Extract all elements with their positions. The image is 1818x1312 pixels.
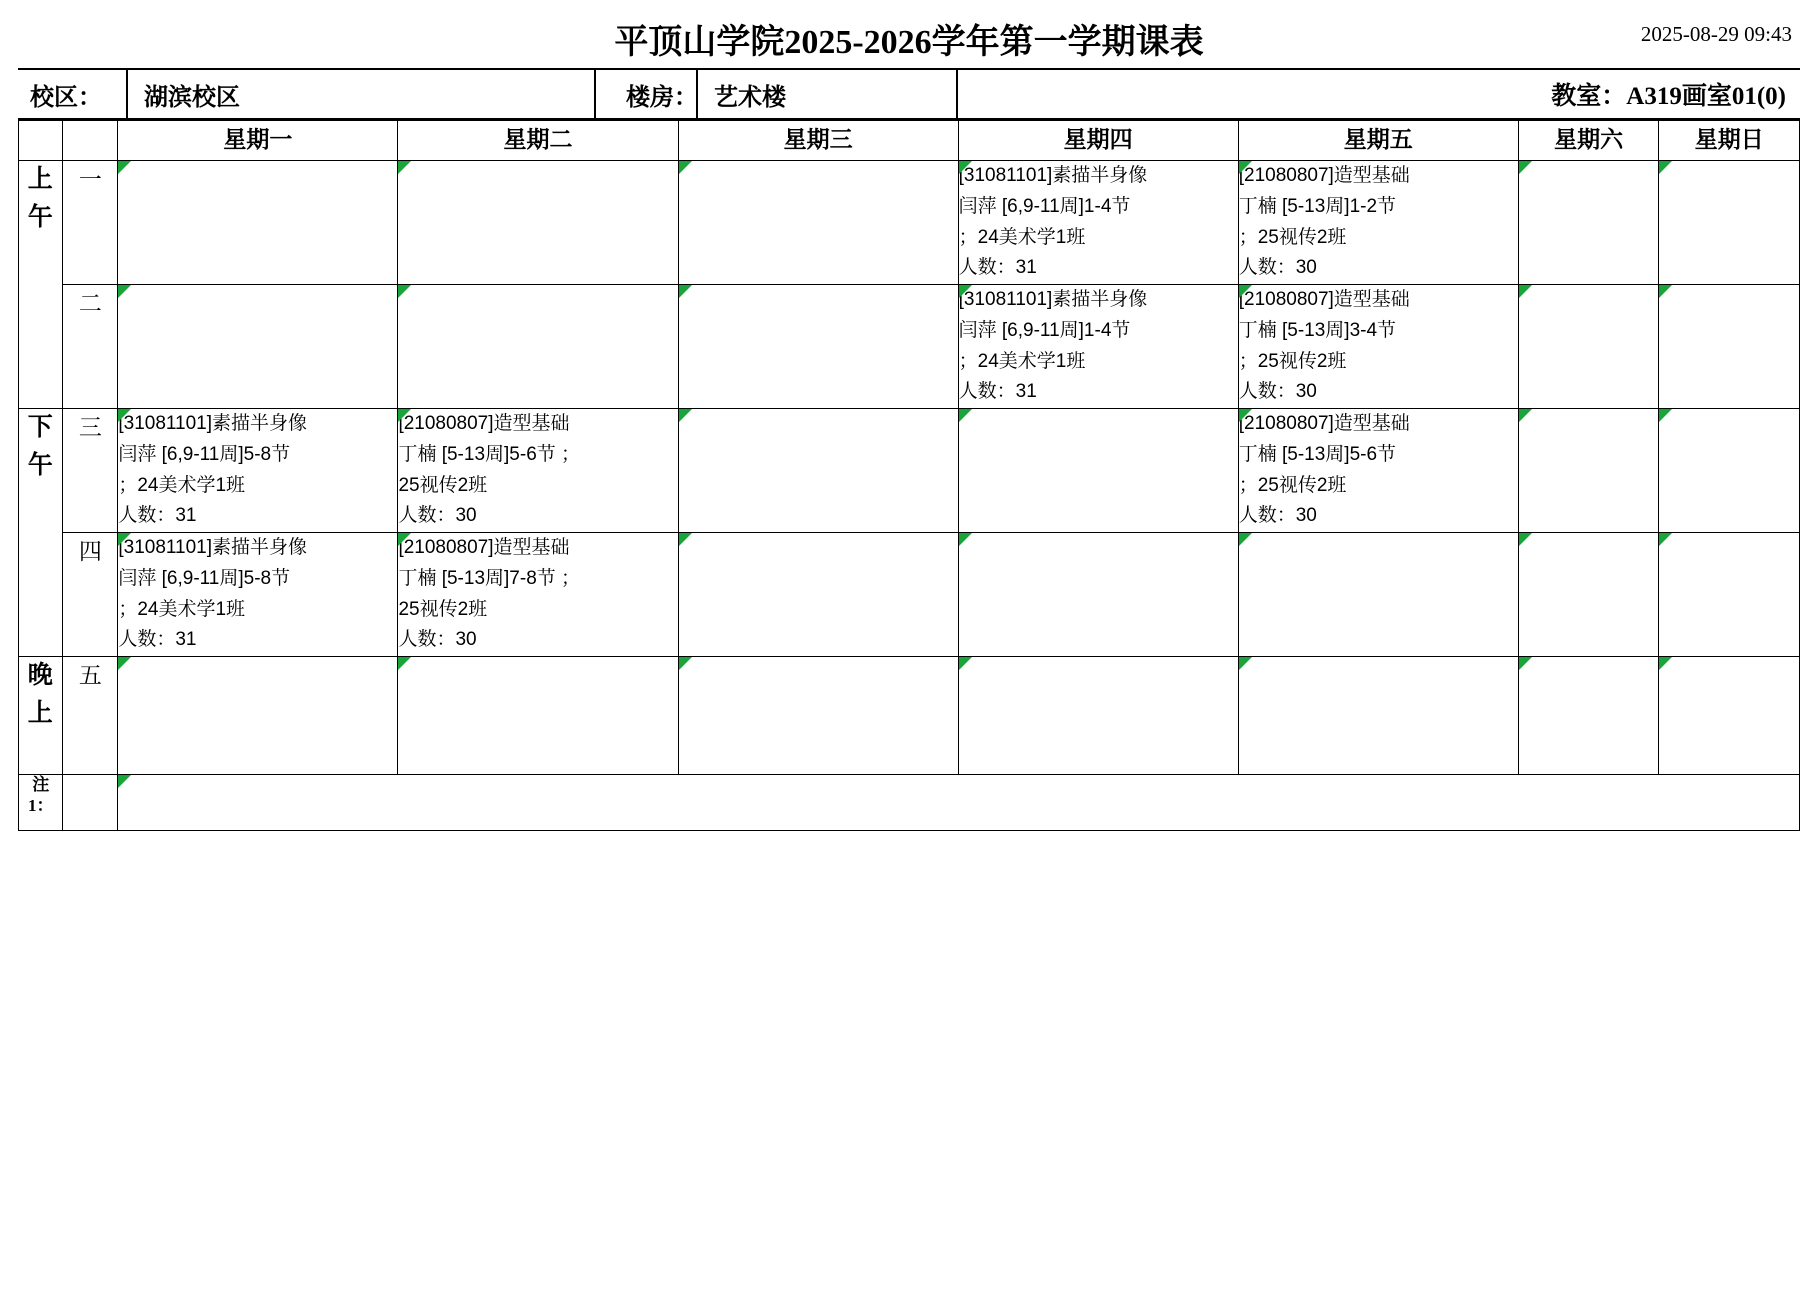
- course-entry: [398, 409, 677, 532]
- cell-p1-saturday[interactable]: [1518, 161, 1659, 285]
- cell-p5-thursday[interactable]: [958, 657, 1238, 775]
- cell-p1-tuesday[interactable]: [398, 161, 678, 285]
- course-teacher-weeks: 闫萍 [6,9-11周]1-4节: [958, 195, 1131, 217]
- course-teacher-weeks: 闫萍 [6,9-11周]5-8节: [118, 443, 291, 465]
- day-header-monday: 星期一: [118, 121, 398, 161]
- building-value: 艺术楼: [696, 70, 958, 118]
- course-entry: [1239, 161, 1518, 284]
- course-class: ；24美术学1班: [118, 474, 246, 496]
- campus-value: 湖滨校区: [126, 70, 596, 118]
- cell-p4-sunday[interactable]: [1659, 533, 1800, 657]
- note-label-line2: 1：: [27, 795, 54, 815]
- course-entry: [1239, 285, 1518, 408]
- cell-p5-wednesday[interactable]: [678, 657, 958, 775]
- section-evening: [19, 657, 63, 775]
- course-teacher-weeks: 丁楠 [5-13周]7-8节 ；: [398, 567, 581, 589]
- cell-p3-tuesday[interactable]: [398, 409, 678, 533]
- course-entry: [118, 409, 397, 532]
- course-name: [31081101]素描半身像: [118, 413, 308, 435]
- course-headcount: 人数：30: [398, 629, 477, 651]
- cell-p3-friday[interactable]: [1238, 409, 1518, 533]
- course-teacher-weeks: 丁楠 [5-13周]5-6节: [1238, 443, 1397, 465]
- course-headcount: 人数：30: [1238, 381, 1317, 403]
- course-headcount: 人数：31: [958, 381, 1037, 403]
- course-class: 25视传2班: [398, 474, 488, 496]
- cell-p1-friday[interactable]: [1238, 161, 1518, 285]
- course-headcount: 人数：31: [958, 257, 1037, 279]
- course-name: [21080807]造型基础: [1238, 165, 1410, 186]
- table-row: [19, 285, 1800, 409]
- section-evening-char2: 上: [27, 699, 54, 727]
- corner-section-header: [19, 121, 63, 161]
- course-teacher-weeks: 闫萍 [6,9-11周]1-4节: [958, 319, 1131, 341]
- course-class: ；25视传2班: [1238, 350, 1347, 372]
- cell-p2-thursday[interactable]: [958, 285, 1238, 409]
- cell-p4-thursday[interactable]: [958, 533, 1238, 657]
- cell-p3-monday[interactable]: [118, 409, 398, 533]
- day-header-tuesday: 星期二: [398, 121, 678, 161]
- cell-p1-monday[interactable]: [118, 161, 398, 285]
- section-morning: [19, 161, 63, 409]
- cell-p4-saturday[interactable]: [1518, 533, 1659, 657]
- section-afternoon-char1: 下: [27, 414, 54, 442]
- course-class: ；25视传2班: [1238, 226, 1347, 248]
- course-entry: [959, 161, 1238, 284]
- day-header-friday: 星期五: [1238, 121, 1518, 161]
- note-label: [19, 775, 63, 831]
- course-headcount: 人数：31: [118, 629, 197, 651]
- period-5: 五: [63, 657, 118, 775]
- course-teacher-weeks: 闫萍 [6,9-11周]5-8节: [118, 567, 291, 589]
- course-entry: [1239, 409, 1518, 532]
- course-name: [21080807]造型基础: [398, 537, 570, 559]
- course-teacher-weeks: 丁楠 [5-13周]1-2节: [1238, 195, 1397, 217]
- cell-p2-wednesday[interactable]: [678, 285, 958, 409]
- course-class: ；24美术学1班: [118, 598, 246, 620]
- course-name: [31081101]素描半身像: [958, 289, 1148, 311]
- section-afternoon-char2: 午: [27, 451, 54, 479]
- table-row: [19, 409, 1800, 533]
- course-entry: [959, 285, 1238, 408]
- course-headcount: 人数：30: [1238, 257, 1317, 279]
- cell-p4-tuesday[interactable]: [398, 533, 678, 657]
- table-header-row: [19, 121, 1800, 161]
- cell-p5-tuesday[interactable]: [398, 657, 678, 775]
- table-row: [19, 533, 1800, 657]
- cell-p2-tuesday[interactable]: [398, 285, 678, 409]
- cell-p2-sunday[interactable]: [1659, 285, 1800, 409]
- course-class: ；24美术学1班: [958, 226, 1086, 248]
- course-headcount: 人数：30: [398, 505, 477, 527]
- day-header-saturday: 星期六: [1518, 121, 1659, 161]
- header-bar: [18, 0, 1800, 68]
- meta-row: [18, 68, 1800, 120]
- course-class: ；25视传2班: [1238, 474, 1347, 496]
- cell-p5-saturday[interactable]: [1518, 657, 1659, 775]
- cell-p1-wednesday[interactable]: [678, 161, 958, 285]
- course-name: [31081101]素描半身像: [958, 165, 1148, 186]
- table-row: [19, 657, 1800, 775]
- period-2: 二: [63, 285, 118, 409]
- course-class: 25视传2班: [398, 598, 488, 620]
- building-label: 楼房：: [626, 84, 698, 111]
- course-class: ；24美术学1班: [958, 350, 1086, 372]
- note-text: [118, 775, 1800, 831]
- cell-p4-wednesday[interactable]: [678, 533, 958, 657]
- course-name: [31081101]素描半身像: [118, 537, 308, 559]
- cell-p5-monday[interactable]: [118, 657, 398, 775]
- section-evening-char1: 晚: [27, 662, 54, 690]
- campus-label: 校区：: [30, 84, 102, 111]
- period-3: 三: [63, 409, 118, 533]
- cell-p3-wednesday[interactable]: [678, 409, 958, 533]
- classroom-value: 教室：A319画室01(0): [1551, 83, 1786, 110]
- course-teacher-weeks: 丁楠 [5-13周]5-6节 ；: [398, 443, 581, 465]
- day-header-wednesday: 星期三: [678, 121, 958, 161]
- day-header-thursday: 星期四: [958, 121, 1238, 161]
- corner-period-header: [63, 121, 118, 161]
- course-name: [21080807]造型基础: [398, 413, 570, 435]
- cell-p1-thursday[interactable]: [958, 161, 1238, 285]
- period-4: 四: [63, 533, 118, 657]
- note-spacer: [63, 775, 118, 831]
- cell-p3-saturday[interactable]: [1518, 409, 1659, 533]
- section-afternoon: [19, 409, 63, 657]
- course-name: [21080807]造型基础: [1238, 413, 1410, 435]
- section-morning-char2: 午: [27, 203, 54, 231]
- cell-p4-friday[interactable]: [1238, 533, 1518, 657]
- note-row: [19, 775, 1800, 831]
- cell-p4-monday[interactable]: [118, 533, 398, 657]
- course-headcount: 人数：30: [1238, 505, 1317, 527]
- cell-p5-sunday[interactable]: [1659, 657, 1800, 775]
- period-1: 一: [63, 161, 118, 285]
- course-teacher-weeks: 丁楠 [5-13周]3-4节: [1238, 319, 1397, 341]
- cell-p2-saturday[interactable]: [1518, 285, 1659, 409]
- cell-p5-friday[interactable]: [1238, 657, 1518, 775]
- cell-p3-sunday[interactable]: [1659, 409, 1800, 533]
- course-headcount: 人数：31: [118, 505, 197, 527]
- course-entry: [118, 533, 397, 656]
- section-morning-char1: 上: [27, 166, 54, 193]
- note-label-line1: 注: [32, 775, 50, 795]
- cell-p3-thursday[interactable]: [958, 409, 1238, 533]
- day-header-sunday: 星期日: [1659, 121, 1800, 161]
- cell-p2-monday[interactable]: [118, 285, 398, 409]
- course-entry: [398, 533, 677, 656]
- cell-p2-friday[interactable]: [1238, 285, 1518, 409]
- table-row: [19, 161, 1800, 285]
- schedule-table: [18, 120, 1800, 831]
- course-name: [21080807]造型基础: [1238, 289, 1410, 311]
- page-title: 平顶山学院2025-2026学年第一学期课表: [614, 24, 1204, 61]
- generated-timestamp: 2025-08-29 09:43: [1640, 22, 1792, 46]
- cell-p1-sunday[interactable]: [1659, 161, 1800, 285]
